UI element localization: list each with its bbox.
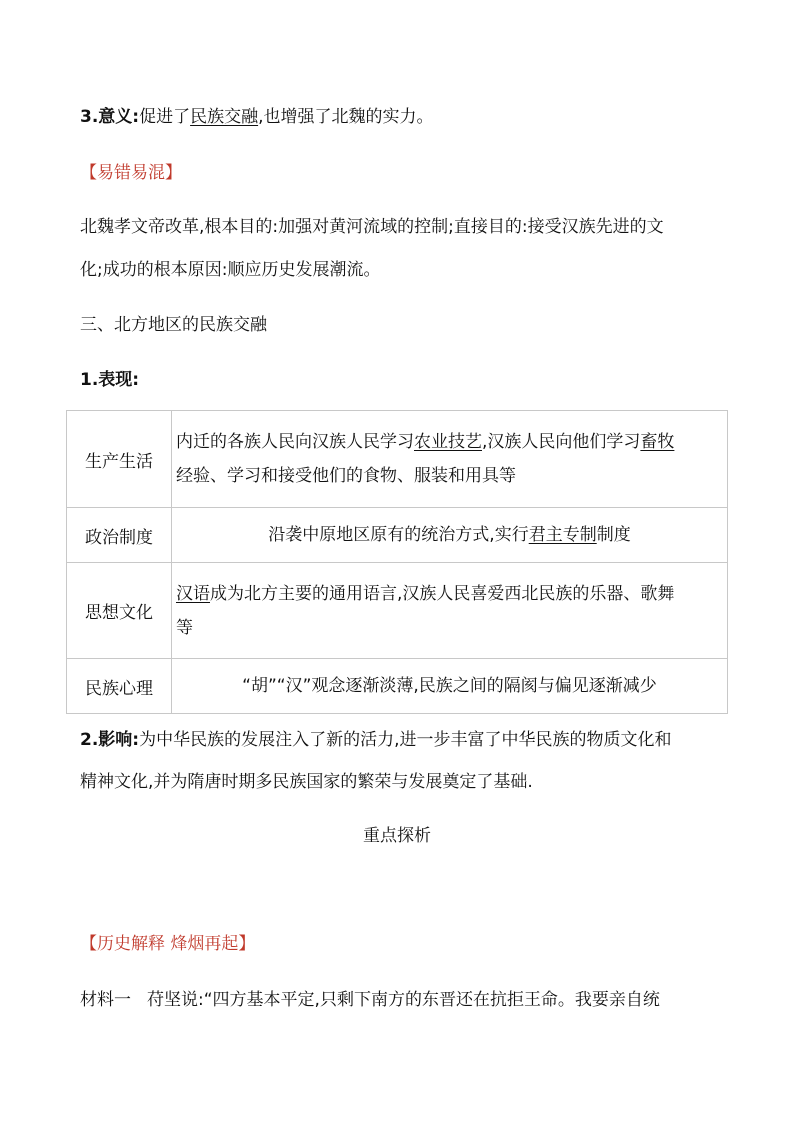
significance-label: 3.意义:: [80, 107, 140, 127]
table-row-line: 等: [176, 617, 193, 638]
easy-mistake-line-2: 化;成功的根本原因:顺应历史发展潮流。: [80, 260, 381, 280]
easy-mistake-line-1: 北魏孝文帝改革,根本目的:加强对黄河流域的控制;直接目的:接受汉族先进的文: [80, 217, 664, 237]
text-segment: 成为北方主要的通用语言,汉族人民喜爱西北民族的乐器、歌舞: [210, 583, 675, 604]
influence-label: 2.影响:: [80, 730, 140, 750]
table-row-label: 民族心理: [67, 659, 172, 714]
table-row-content: “胡”“汉”观念逐渐淡薄,民族之间的隔阂与偏见逐渐减少: [172, 659, 728, 714]
table-row-line: 经验、学习和接受他们的食物、服装和用具等: [176, 466, 516, 486]
material-line: [80, 990, 660, 1010]
table-row-line: [176, 425, 723, 459]
table-row: [67, 659, 728, 714]
text-segment: 沿袭中原地区原有的统治方式,实行: [268, 525, 529, 545]
text-segment: 内迁的各族人民向汉族人民学习: [176, 432, 414, 452]
table-row-line: [176, 577, 723, 611]
table-row: [67, 411, 728, 508]
significance-underlined: 民族交融: [190, 107, 259, 127]
material-label: 材料一: [80, 990, 131, 1010]
underlined-term: 君主专制: [528, 525, 597, 545]
key-analysis-title: 重点探析: [363, 826, 431, 846]
table-row-label: 生产生活: [67, 411, 172, 508]
material-text: 苻坚说:“四方基本平定,只剩下南方的东晋还在抗拒王命。我要亲自统: [147, 990, 660, 1010]
history-title: 【历史解释 烽烟再起】: [80, 934, 256, 954]
section-3-title: 三、北方地区的民族交融: [80, 315, 267, 335]
significance-line: [80, 107, 434, 127]
table-row-label: 思想文化: [67, 563, 172, 659]
easy-mistake-title: 【易错易混】: [80, 163, 182, 183]
influence-text: 为中华民族的发展注入了新的活力,进一步丰富了中华民族的物质文化和: [139, 730, 672, 750]
table-row-content: [172, 411, 728, 508]
underlined-term: 汉语: [176, 583, 210, 604]
influence-line-1: [80, 730, 672, 750]
influence-line-2: 精神文化,并为隋唐时期多民族国家的繁荣与发展奠定了基础.: [80, 772, 533, 792]
text-segment: 制度: [596, 525, 631, 545]
underlined-term: 农业技艺: [414, 432, 482, 452]
table-row-label: 政治制度: [67, 508, 172, 563]
text-segment: ,汉族人民向他们学习: [482, 432, 641, 452]
table-row: [67, 563, 728, 659]
performance-label: 1.表现:: [80, 370, 140, 390]
significance-post: ,也增强了北魏的实力。: [258, 107, 434, 127]
table-row: [67, 508, 728, 563]
underlined-term: 畜牧: [640, 432, 675, 452]
significance-pre: 促进了: [139, 107, 191, 127]
table-row-content: [172, 508, 728, 563]
table-row-content: [172, 563, 728, 659]
performance-table: [66, 410, 728, 714]
